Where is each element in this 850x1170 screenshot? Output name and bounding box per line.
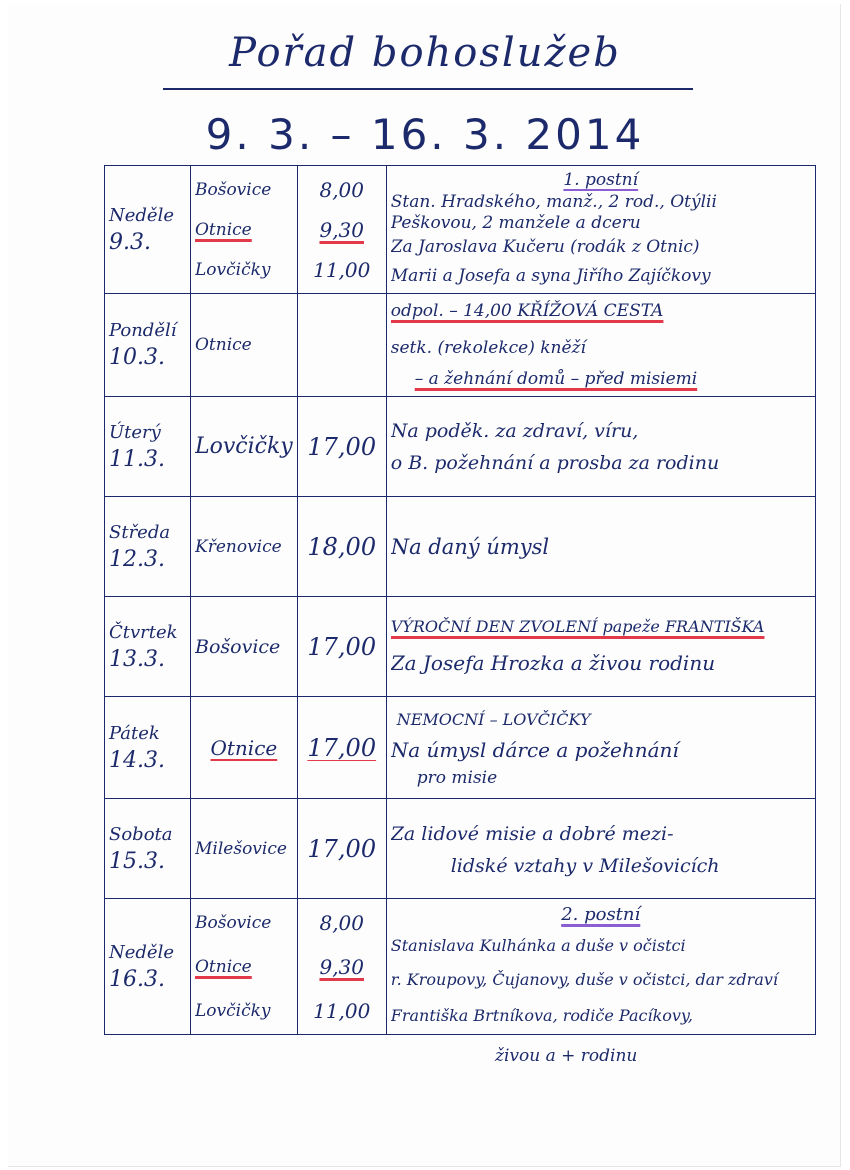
- time-cell: [297, 899, 386, 1035]
- intention-line: NEMOCNÍ – LOVČIČKY: [396, 709, 591, 729]
- day-name: Pondělí: [109, 320, 177, 341]
- intention-cell: [386, 697, 815, 799]
- intention-line: Na poděk. za zdraví, víru,: [390, 419, 639, 442]
- intention-cell: [386, 497, 815, 597]
- place-cell: [191, 799, 298, 899]
- intention-line: Na daný úmysl: [390, 534, 550, 559]
- table-row: [105, 294, 816, 397]
- mass-time: 17,00: [307, 633, 377, 660]
- place-cell: [191, 597, 298, 697]
- title-underline: [163, 88, 693, 90]
- mass-time: 18,00: [307, 533, 377, 560]
- time-cell: [297, 697, 386, 799]
- intention-line: Peškovou, 2 manžele a dceru: [390, 212, 641, 233]
- time-cell: [297, 497, 386, 597]
- day-cell: [105, 899, 191, 1035]
- day-date: 15.3.: [109, 848, 165, 874]
- day-cell: [105, 397, 191, 497]
- mass-time: 8,00: [319, 177, 364, 202]
- place-name: Milešovice: [195, 838, 287, 859]
- intention-cell: [386, 899, 815, 1035]
- day-name: Středa: [109, 521, 171, 543]
- day-date: 9.3.: [109, 229, 151, 255]
- table-row: [105, 697, 816, 799]
- day-date: 16.3.: [109, 966, 165, 992]
- time-cell: [297, 597, 386, 697]
- day-cell: [105, 799, 191, 899]
- day-name: Pátek: [109, 722, 160, 744]
- time-cell: [297, 397, 386, 497]
- intention-cell: [386, 597, 815, 697]
- place-name: Otnice: [210, 735, 278, 760]
- mass-time: 17,00: [307, 734, 377, 761]
- liturgical-heading: 1. postní: [563, 169, 639, 190]
- place-name: Otnice: [195, 219, 252, 240]
- place-cell: [191, 899, 298, 1035]
- place-name: Lovčičky: [195, 433, 293, 459]
- day-cell: [105, 166, 191, 294]
- place-name: Bošovice: [195, 635, 281, 658]
- intention-cell: [386, 397, 815, 497]
- day-date: 13.3.: [109, 646, 165, 672]
- intention-line: setk. (rekolekce) kněží: [390, 338, 586, 358]
- place-name: Bošovice: [195, 179, 272, 200]
- page-title: Pořad bohoslužeb: [229, 30, 621, 76]
- mass-time: 17,00: [307, 835, 377, 862]
- intention-cell: [386, 166, 815, 294]
- date-range: 9. 3. – 16. 3. 2014: [205, 110, 645, 159]
- mass-time: 11,00: [313, 998, 371, 1023]
- mass-time: 17,00: [307, 433, 377, 460]
- place-cell: [191, 294, 298, 397]
- day-name: Neděle: [109, 941, 174, 963]
- place-cell: [191, 166, 298, 294]
- intention-line: o B. požehnání a prosba za rodinu: [390, 451, 720, 474]
- table-row: [105, 397, 816, 497]
- time-cell: [297, 799, 386, 899]
- day-date: 10.3.: [109, 345, 165, 370]
- mass-time: 11,00: [313, 257, 371, 282]
- place-cell: [191, 397, 298, 497]
- table-row: [105, 799, 816, 899]
- mass-time: 8,00: [319, 910, 364, 935]
- intention-cell: [386, 799, 815, 899]
- day-cell: [105, 597, 191, 697]
- intention-line: r. Kroupovy, Čujanovy, duše v očistci, dar zdraví: [390, 969, 779, 989]
- intention-line: lidské vztahy v Milešovicích: [450, 854, 720, 877]
- place-name: Křenovice: [195, 536, 282, 557]
- intention-line: Za Josefa Hrozka a živou rodinu: [390, 650, 716, 675]
- intention-line: Stanislava Kulhánka a duše v očistci: [390, 935, 686, 955]
- day-date: 14.3.: [109, 747, 165, 773]
- table-row: [105, 899, 816, 1035]
- intention-line: – a žehnání domů – před misiemi: [414, 369, 698, 389]
- day-name: Neděle: [109, 204, 174, 226]
- place-name: Lovčičky: [195, 259, 271, 280]
- intention-line: Františka Brtníkova, rodiče Pacíkovy,: [390, 1005, 693, 1025]
- day-name: Úterý: [109, 421, 161, 443]
- intention-line: Za Jaroslava Kučeru (rodák z Otnic): [390, 236, 700, 257]
- schedule-table: [104, 165, 816, 1035]
- place-name: Lovčičky: [195, 1000, 271, 1021]
- day-cell: [105, 697, 191, 799]
- intention-line: Za lidové misie a dobré mezi-: [390, 822, 674, 845]
- day-cell: [105, 294, 191, 397]
- intention-line: odpol. – 14,00 KŘÍŽOVÁ CESTA: [390, 301, 664, 321]
- mass-time: 9,30: [319, 954, 364, 979]
- intention-line: Stan. Hradského, manž., 2 rod., Otýlii: [390, 191, 717, 212]
- place-name: Bošovice: [195, 912, 272, 933]
- intention-line: Marii a Josefa a syna Jiřího Zajíčkovy: [390, 265, 711, 286]
- time-cell: [297, 166, 386, 294]
- day-name: Sobota: [109, 823, 173, 845]
- intention-cell: [386, 294, 815, 397]
- mass-time: 9,30: [319, 217, 364, 242]
- liturgical-heading: 2. postní: [561, 903, 641, 925]
- place-cell: [191, 697, 298, 799]
- continuation-line: živou a + rodinu: [495, 1046, 638, 1066]
- place-name: Otnice: [195, 956, 252, 977]
- day-date: 12.3.: [109, 546, 165, 572]
- table-row: [105, 497, 816, 597]
- table-row: [105, 597, 816, 697]
- day-date: 11.3.: [109, 446, 165, 472]
- intention-line: VÝROČNÍ DEN ZVOLENÍ papeže FRANTIŠKA: [390, 616, 765, 636]
- intention-line: Na úmysl dárce a požehnání: [390, 737, 679, 762]
- table-row: [105, 166, 816, 294]
- intention-line: pro misie: [416, 767, 498, 788]
- time-cell: [297, 294, 386, 397]
- day-name: Čtvrtek: [109, 621, 178, 643]
- day-cell: [105, 497, 191, 597]
- place-cell: [191, 497, 298, 597]
- place-name: Otnice: [195, 335, 252, 355]
